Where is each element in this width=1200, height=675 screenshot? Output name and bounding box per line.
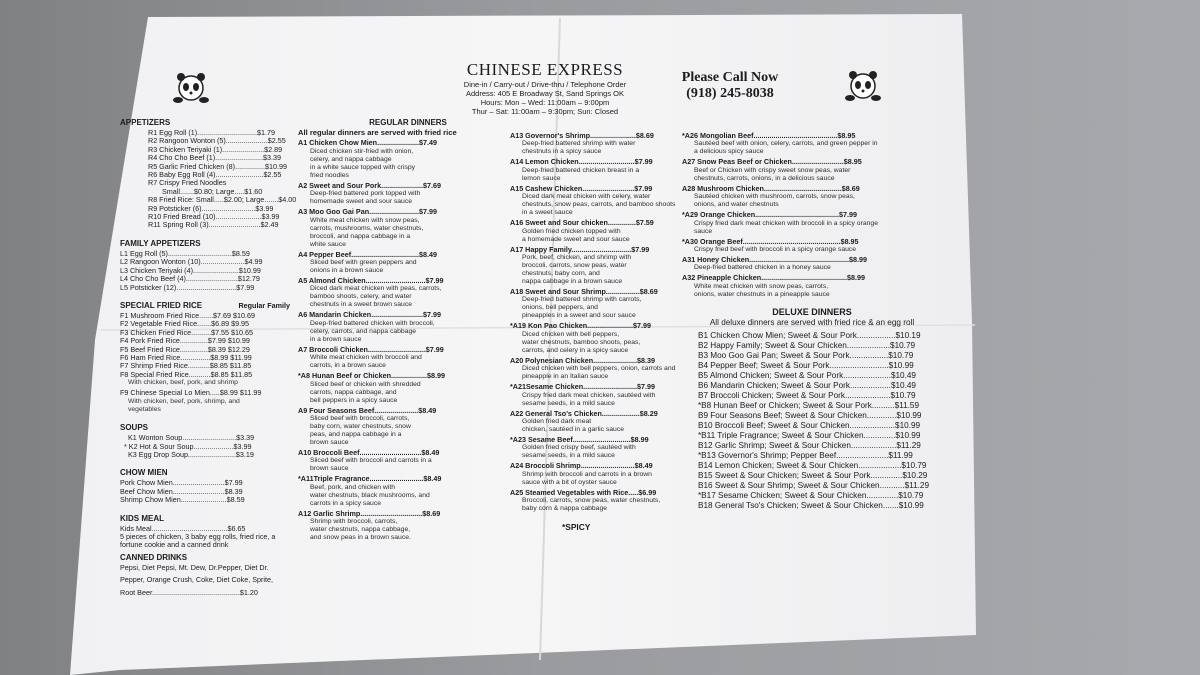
- dish-entry: [510, 246, 700, 286]
- list-item: Small.......$0.80; Large.....$1.60: [162, 186, 263, 196]
- dish-name: *A23 Sesame Beef.............................$8.99: [510, 435, 649, 445]
- dish-description: bamboo shoots, celery, and water: [310, 293, 412, 301]
- dish-description: Golden fried crispy beef, sautéed with: [522, 444, 636, 452]
- dish-description: White meat chicken with snow peas, carrots,: [694, 282, 829, 290]
- dish-description: Sautéed beef with onion, celery, carrots, and green pepper in: [694, 140, 878, 148]
- dish-name: A18 Sweet and Sour Shrimp.................$8.69: [510, 287, 658, 297]
- dish-entry: [298, 277, 498, 309]
- list-item: F7 Shrimp Fried Rice...........$8.85 $11.85: [120, 361, 252, 371]
- section-title: DELUXE DINNERS: [772, 306, 852, 317]
- price-column-heads: Regular Family: [238, 300, 290, 310]
- list-item: B3 Moo Goo Gai Pan; Sweet & Sour Pork.................$10.79: [698, 351, 914, 361]
- dish-entry: [298, 139, 498, 179]
- dish-description: Shrimp with broccoli, carrots,: [310, 518, 398, 526]
- dish-name: *A29 Orange Chicken..........................................$7.99: [682, 210, 857, 220]
- list-item: R8 Fried Rice: Small.....$2.00; Large.......$4.00: [148, 195, 297, 205]
- dish-description: lemon sauce: [522, 174, 561, 182]
- dish-name: A22 General Tso's Chicken...................$8.29: [510, 408, 658, 418]
- dish-description: and snow peas in a brown sauce.: [310, 534, 411, 542]
- dish-description: broccoli, carrots, snow peas, water: [522, 262, 627, 270]
- dish-description: Deep-fried battered shrimp with water: [522, 140, 636, 148]
- dish-name: A24 Broccoli Shrimp...........................$8.49: [510, 461, 653, 471]
- dish-description: in a brown sauce: [310, 335, 362, 343]
- dish-description: Diced chicken with bell peppers, onion, carrots and: [522, 365, 676, 373]
- dish-entry: [682, 238, 942, 254]
- dish-entry: [298, 407, 498, 447]
- dish-entry: [510, 322, 700, 354]
- dish-name: *A11Triple Fragrance...........................$8.49: [298, 474, 442, 484]
- panda-icon: [840, 66, 886, 108]
- dish-description: pineapple in an Italian sauce: [522, 373, 609, 381]
- dish-description: white sauce: [310, 240, 346, 248]
- dish-name: A25 Steamed Vegetables with Rice.....$6.99: [510, 487, 657, 497]
- list-item: * K2 Hot & Sour Soup....................$3.99: [124, 441, 252, 451]
- dish-description: water chestnuts, black mushrooms, and: [310, 491, 430, 499]
- dish-description: Sliced beef with green peppers and: [310, 259, 417, 267]
- service-types: Dine-in / Carry-out / Drive-thru / Telephone Order: [463, 80, 627, 89]
- dish-entry: [510, 462, 700, 486]
- dish-description: Crispy fried dark meat chicken with broccoli in a spicy orange: [694, 219, 878, 227]
- item-description: With chicken, beef, pork, and shrimp: [128, 379, 238, 387]
- list-item: Pepsi, Diet Pepsi, Mt. Dew, Dr.Pepper, Diet Dr.: [120, 562, 269, 572]
- dish-name: A2 Sweet and Sour Pork.....................$7.69: [298, 180, 441, 190]
- column-appetizers: [120, 118, 300, 597]
- dish-description: peas, and nappa cabbage in a: [310, 431, 402, 439]
- dish-description: Sliced beef with broccoli, carrots,: [310, 415, 410, 423]
- dish-name: A16 Sweet and Sour chicken..............$7.59: [510, 218, 654, 228]
- dish-name: A1 Chicken Chow Mien.....................$7.49: [298, 138, 437, 148]
- dish-name: *A30 Orange Beef.................................................$8.95: [682, 236, 859, 246]
- list-item: B14 Lemon Chicken; Sweet & Sour Chicken...................$10.79: [698, 461, 927, 471]
- section-title: KIDS MEAL: [120, 513, 164, 523]
- dish-description: chicken, sautéed in a garlic sauce: [522, 426, 625, 434]
- dish-entry: [510, 489, 700, 513]
- dish-description: carrots in a spicy sauce: [310, 499, 382, 507]
- list-item: F6 Ham Fried Rice...............$8.99 $11.99: [120, 352, 252, 362]
- dish-description: homemade sweet and sour sauce: [310, 198, 413, 206]
- section-title: CANNED DRINKS: [120, 552, 188, 562]
- section-title: APPETIZERS: [120, 118, 171, 127]
- address: Address: 405 E Broadway St, Sand Springs OK: [465, 89, 624, 98]
- spicy-legend: *SPICY: [562, 522, 591, 533]
- dish-description: Pork, beef, chicken, and shrimp with: [522, 254, 632, 262]
- dish-name: A9 Four Seasons Beef......................$8.49: [298, 405, 437, 415]
- dish-description: onions in a brown sauce: [310, 267, 384, 275]
- dish-name: A15 Cashew Chicken..........................$7.99: [510, 183, 653, 193]
- list-item: *B13 Governor's Shrimp; Pepper Beef.......................$11.99: [698, 451, 913, 461]
- call-label: Please Call Now: [681, 70, 779, 85]
- list-item: B7 Broccoli Chicken; Sweet & Sour Pork....................$10.79: [698, 391, 916, 401]
- dish-name: *A21Sesame Chicken...........................$7.99: [510, 382, 656, 392]
- dish-description: brown sauce: [310, 465, 349, 473]
- list-item: R7 Crispy Fried Noodles: [148, 178, 227, 188]
- dish-description: onions, water chestnuts in a pineapple sauce: [694, 290, 830, 298]
- list-item: R3 Chicken Teriyaki (1).....................$2.89: [148, 144, 283, 154]
- list-item: Kids Meal......................................$6.65: [120, 523, 246, 533]
- list-item: Pork Chow Mien..........................$7.99: [120, 478, 243, 488]
- dish-description: a homemade sweet and sour sauce: [522, 235, 630, 243]
- dish-description: chestnuts, carrots, onions, in a delicious sauce: [694, 174, 835, 182]
- dish-name: A32 Pineapple Chicken...........................................$8.99: [682, 273, 865, 283]
- dish-entry: [298, 510, 498, 542]
- list-item: B10 Broccoli Beef; Sweet & Sour Chicken....................$10.99: [698, 421, 921, 431]
- list-item: F9 Chinese Special Lo Mien.....$8.99 $11.99: [120, 388, 262, 398]
- list-item: F3 Chicken Fried Rice..........$7.55 $10.65: [120, 327, 254, 337]
- list-item: L1 Egg Roll (5)................................$8.59: [120, 248, 250, 258]
- dish-entry: [682, 256, 942, 272]
- list-item: L4 Cho Cho Beef (4)..........................$12.79: [120, 274, 260, 284]
- section-note: All regular dinners are served with fried rice: [298, 128, 457, 137]
- dish-entry: [510, 357, 700, 381]
- dish-description: chestnuts, baby corn, and: [522, 270, 600, 278]
- item-description: vegetables: [128, 405, 161, 413]
- dish-entry: [298, 182, 498, 206]
- dish-description: Crispy fried dark meat chicken, sautéed with: [522, 391, 656, 399]
- dish-entry: [510, 158, 700, 182]
- dish-description: Diced chicken with bell peppers,: [522, 330, 620, 338]
- dish-name: *A8 Hunan Beef or Chicken..................$8.99: [298, 371, 445, 381]
- dish-description: Crispy fried beef with broccoli in a spicy orange sauce: [694, 246, 857, 254]
- dish-description: baby corn & nappa cabbage: [522, 505, 608, 513]
- item-description: fortune cookie and a canned drink: [120, 540, 229, 550]
- section-title: SOUPS: [120, 423, 149, 433]
- dish-name: A4 Pepper Beef..................................$8.49: [298, 249, 438, 259]
- list-item: F8 Special Fried Rice...........$8.85 $11.85: [120, 369, 253, 379]
- dish-description: broccoli, and nappa cabbage in a: [310, 232, 411, 240]
- dish-description: nappa cabbage in a brown sauce: [522, 278, 623, 286]
- dish-entry: [298, 449, 498, 473]
- dish-description: water chestnuts, nappa cabbage,: [310, 526, 411, 534]
- dish-description: Sliced beef with broccoli and carrots in a: [310, 457, 432, 465]
- dish-description: Deep-fried battered shrimp with carrots,: [522, 296, 642, 304]
- dish-name: A13 Governor's Shrimp.......................$8.69: [510, 131, 654, 140]
- dish-name: A3 Moo Goo Gai Pan.........................$7.99: [298, 207, 437, 217]
- list-item: K3 Egg Drop Soup........................$3.19: [128, 449, 254, 459]
- dish-name: A31 Honey Chicken..................................................$8.99: [682, 255, 867, 265]
- menu-header: [430, 60, 660, 116]
- dish-description: brown sauce: [310, 439, 349, 447]
- dish-name: A10 Broccoli Beef...............................$8.49: [298, 448, 440, 458]
- dish-entry: [510, 219, 700, 243]
- dish-description: a delicious spicy sauce: [694, 148, 764, 156]
- dish-entry: [298, 251, 498, 275]
- dish-description: chestnuts in a spicy sauce: [522, 148, 602, 156]
- section-note: All deluxe dinners are served with fried rice & an egg roll: [709, 317, 915, 327]
- dish-description: pineapples in a sweet and sour sauce: [522, 312, 636, 320]
- list-item: R11 Spring Roll (3)..........................$2.49: [148, 220, 279, 230]
- dish-name: A6 Mandarin Chicken..........................$7.99: [298, 310, 441, 320]
- list-item: R5 Garlic Fried Chicken (8)...............$10.99: [148, 161, 288, 171]
- list-item: K1 Wonton Soup...........................$3.39: [128, 433, 255, 443]
- appetizer-list: [120, 129, 300, 230]
- dish-entry: [682, 211, 942, 235]
- specials-list: [682, 132, 942, 299]
- list-item: B15 Sweet & Sour Chicken; Sweet & Sour Pork..............$10.29: [698, 471, 928, 481]
- list-item: Beef Chow Mien..........................$8.39: [120, 486, 243, 496]
- regular-dinner-list: [510, 132, 700, 513]
- list-item: R2 Rangoon Wonton (5).....................$2.55: [148, 136, 286, 146]
- item-description: 5 pieces of chicken, 3 baby egg rolls, fried rice, a: [120, 532, 276, 542]
- dish-name: A7 Broccoli Chicken.............................$7.99: [298, 344, 444, 354]
- list-item: B18 General Tso's Chicken; Sweet & Sour Chicken.......$10.99: [698, 501, 924, 511]
- restaurant-name: CHINESE EXPRESS: [466, 60, 624, 79]
- dish-description: Shrimp with broccoli and carrots in a brown: [522, 470, 652, 478]
- section-title: FAMILY APPETIZERS: [120, 238, 201, 248]
- dish-entry: [510, 383, 700, 407]
- dish-description: Beef or Chicken with crispy sweet snow peas, water: [694, 166, 851, 174]
- section-title: CHOW MIEN: [120, 468, 168, 478]
- dish-entry: [298, 208, 498, 248]
- list-item: Pepper, Orange Crush, Coke, Diet Coke, Sprite,: [120, 575, 274, 585]
- list-item: R9 Potsticker (6)...........................$3.99: [148, 203, 274, 213]
- dish-entry: [510, 288, 700, 320]
- dish-description: in a sweet sauce: [522, 209, 573, 217]
- list-item: F1 Mushroom Fried Rice.......$7.69 $10.69: [120, 310, 256, 320]
- dish-description: sauce: [694, 227, 713, 235]
- dish-description: Sautéed chicken with mushroom, carrots, snow peas,: [694, 193, 855, 201]
- list-item: B6 Mandarin Chicken; Sweet & Sour Pork..................$10.49: [698, 381, 916, 391]
- dish-description: Sliced beef or chicken with shredded: [310, 380, 421, 388]
- dish-name: A5 Almond Chicken..............................$7.99: [298, 276, 444, 286]
- list-item: B1 Chicken Chow Mien; Sweet & Sour Pork.................$10.19: [698, 331, 921, 341]
- dish-name: A12 Garlic Shrimp...............................$8.69: [298, 508, 441, 518]
- list-item: B16 Sweet & Sour Shrimp; Sweet & Sour Chicken...........$11.29: [698, 481, 930, 491]
- list-item: *B8 Hunan Beef or Chicken; Sweet & Sour Pork..........$11.59: [698, 401, 920, 411]
- dish-description: Diced chicken stir-fried with onion,: [310, 147, 414, 155]
- list-item: F2 Vegetable Fried Rice.......$6.89 $9.95: [120, 319, 250, 329]
- column-regular-dinners-2: [510, 130, 700, 532]
- dish-description: Beef, pork, and chicken with: [310, 483, 396, 491]
- dish-name: A14 Lemon Chicken............................$7.99: [510, 157, 653, 167]
- dish-description: chestnuts, snow peas, carrots, and bamboo shoots: [522, 201, 676, 209]
- call-box: [660, 70, 800, 102]
- list-item: F4 Pork Fried Rice..............$7.99 $10.99: [120, 336, 250, 346]
- dish-entry: [682, 274, 942, 298]
- dish-name: A28 Mushroom Chicken.......................................$8.69: [682, 183, 860, 193]
- dish-entry: [298, 475, 498, 507]
- dish-description: onions, bell peppers, and: [522, 304, 598, 312]
- section-title: REGULAR DINNERS: [369, 118, 447, 127]
- list-item: B12 Garlic Shrimp; Sweet & Sour Chicken....................$11.29: [698, 441, 921, 451]
- list-item: F5 Beef Fried Rice..............$8.39 $12.29: [120, 344, 250, 354]
- dish-description: celery, and nappa cabbage: [310, 155, 392, 163]
- dish-description: carrots, nappa cabbage, and: [310, 388, 397, 396]
- dish-name: A17 Happy Family..............................$7.99: [510, 244, 650, 254]
- dish-description: carrots, mushrooms, water chestnuts,: [310, 224, 424, 232]
- dish-entry: [510, 132, 700, 156]
- list-item: L5 Potsticker (12)..............................$7.99: [120, 282, 255, 292]
- dish-description: baby corn, water chestnuts, snow: [310, 423, 411, 431]
- dish-entry: [682, 132, 942, 156]
- dish-name: *A26 Mongolian Beef..........................................$8.95: [682, 131, 856, 140]
- dish-description: Diced dark meat chicken with peas, carrots,: [310, 285, 442, 293]
- dish-description: Golden fried dark meat: [522, 418, 592, 426]
- list-item: *B11 Triple Fragrance; Sweet & Sour Chicken..............$10.99: [698, 431, 921, 441]
- dish-description: water chestnuts, bamboo shoots, peas,: [522, 338, 641, 346]
- dish-description: Broccoli, carrots, snow peas, water chestnuts,: [522, 497, 661, 505]
- list-item: *B17 Sesame Chicken; Sweet & Sour Chicken..............$10.79: [698, 491, 924, 501]
- dish-entry: [682, 185, 942, 209]
- dish-description: bell peppers in a spicy sauce: [310, 396, 398, 404]
- dish-description: celery, carrots, and nappa cabbage: [310, 327, 417, 335]
- section-title: SPECIAL FRIED RICE: [120, 300, 203, 310]
- dish-description: Deep-fried battered pork topped with: [310, 190, 421, 198]
- dish-description: fried noodles: [310, 171, 349, 179]
- list-item: B4 Pepper Beef; Sweet & Sour Pork..........................$10.99: [698, 361, 914, 371]
- dish-description: sesame seeds, in a mild sauce: [522, 399, 615, 407]
- dish-name: *A19 Kon Pao Chicken.......................$7.99: [510, 321, 652, 331]
- list-item: L3 Chicken Teriyaki (4).......................$10.99: [120, 265, 261, 275]
- list-item: R10 Fried Bread (10).......................$3.99: [148, 212, 280, 222]
- list-item: Shrimp Chow Mien.......................$8.59: [120, 495, 245, 505]
- dish-description: Golden fried chicken topped with: [522, 227, 621, 235]
- dish-description: in a white sauce topped with crispy: [310, 163, 416, 171]
- dish-entry: [510, 410, 700, 434]
- dish-description: Deep-fried battered chicken breast in a: [522, 166, 640, 174]
- list-item: R1 Egg Roll (1)..............................$1.79: [148, 128, 276, 137]
- dish-description: Deep-fried battered chicken with broccoli,: [310, 319, 435, 327]
- dish-description: Deep-fried battered chicken in a honey sauce: [694, 264, 831, 272]
- column-regular-dinners: [298, 118, 498, 542]
- dish-entry: [510, 436, 700, 460]
- list-item: B9 Four Seasons Beef; Sweet & Sour Chicken.............$10.99: [698, 411, 922, 421]
- list-item: Root Beer............................................$1.20: [120, 587, 258, 597]
- dish-description: onions, and water chestnuts: [694, 201, 779, 209]
- regular-dinner-list: [298, 139, 498, 542]
- list-item: L2 Rangoon Wonton (10)......................$4.99: [120, 257, 263, 267]
- dish-description: Diced dark meat chicken with celery, water: [522, 193, 651, 201]
- hours-weekend: Thur – Sat: 11:00am – 9:30pm; Sun: Closed: [471, 107, 619, 116]
- dish-description: chestnuts in a sweet brown sauce: [310, 301, 413, 309]
- hours-weekday: Hours: Mon – Wed: 11:00am – 9:00pm: [480, 98, 610, 107]
- panda-icon: [168, 68, 214, 110]
- dish-entry: [298, 311, 498, 343]
- dish-entry: [298, 346, 498, 370]
- dish-description: sesame seeds, in a mild sauce: [522, 452, 615, 460]
- item-description: With chicken, beef, pork, shrimp, and: [128, 397, 240, 405]
- deluxe-dinner-list: [682, 331, 942, 511]
- dish-description: carrots, in a brown sauce: [310, 362, 386, 370]
- dish-entry: [298, 372, 498, 404]
- list-item: B5 Almond Chicken; Sweet & Sour Pork.....................$10.49: [698, 371, 916, 381]
- dish-description: White meat chicken with snow peas,: [310, 216, 420, 224]
- dish-name: A27 Snow Peas Beef or Chicken..........................$8.95: [682, 157, 862, 167]
- dish-entry: [510, 185, 700, 217]
- list-item: B2 Happy Family; Sweet & Sour Chicken...................$10.79: [698, 341, 916, 351]
- dish-description: White meat chicken with broccoli and: [310, 354, 422, 362]
- phone-number: (918) 245-8038: [686, 86, 774, 101]
- dish-description: carrots, and celery in a spicy sauce: [522, 346, 629, 354]
- dish-name: A20 Polynesian Chicken......................$8.39: [510, 355, 656, 365]
- dish-entry: [682, 158, 942, 182]
- list-item: R6 Baby Egg Roll (4)........................$2.55: [148, 170, 282, 180]
- list-item: R4 Cho Cho Beef (1)........................$3.39: [148, 153, 282, 163]
- dish-description: sauce with a bit of oyster sauce: [522, 478, 617, 486]
- column-specials: [682, 130, 942, 511]
